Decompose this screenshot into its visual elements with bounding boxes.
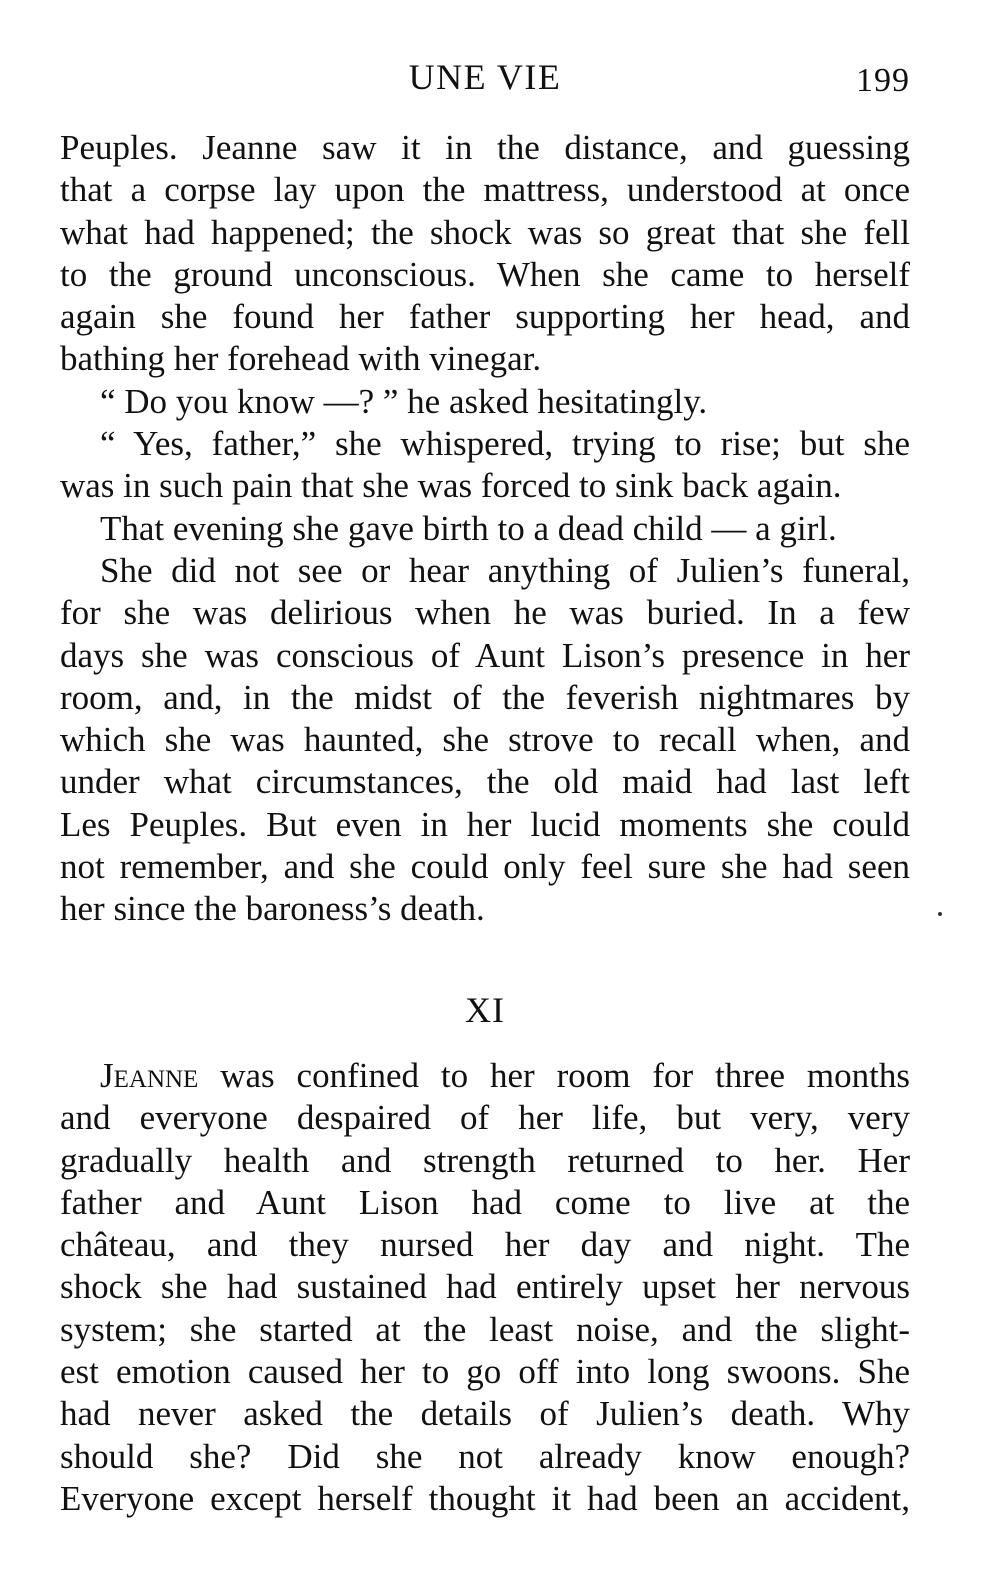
text-line: room, and, in the midst of the feverish nightmares by xyxy=(60,677,910,717)
text-line: her since the baroness’s death. xyxy=(60,889,485,929)
page-number: 199 xyxy=(856,62,910,99)
text-line: had never asked the details of Julien’s death. Why xyxy=(60,1394,910,1434)
text-line: that a corpse lay upon the mattress, understood at once xyxy=(60,170,910,210)
text-line: what had happened; the shock was so great that she fell xyxy=(60,212,910,252)
text-line: château, and they nursed her day and night. The xyxy=(60,1225,910,1265)
print-speck xyxy=(938,912,942,916)
text-line: shock she had sustained had entirely upset her nervous xyxy=(60,1267,910,1307)
text-line: which she was haunted, she strove to recall when, and xyxy=(60,720,910,760)
running-head xyxy=(60,55,910,99)
text-line: “ Do you know —? ” he asked hesitatingly. xyxy=(100,381,708,421)
text-line: Les Peuples. But even in her lucid moments she could xyxy=(60,804,910,844)
text-line: under what circumstances, the old maid had last left xyxy=(60,762,910,802)
text-line: gradually health and strength returned to her. Her xyxy=(60,1140,910,1180)
text-line: “ Yes, father,” she whispered, trying to rise; but she xyxy=(100,424,910,464)
text-line: father and Aunt Lison had come to live at the xyxy=(60,1182,910,1222)
text-line: again she found her father supporting her head, and xyxy=(60,297,910,337)
paragraph-block-2 xyxy=(60,1055,910,1520)
text-line: That evening she gave birth to a dead child — a girl. xyxy=(100,508,837,548)
paragraph-block-1 xyxy=(60,127,910,931)
text-line: to the ground unconscious. When she came to herself xyxy=(60,254,910,294)
chapter-heading: XI xyxy=(465,990,505,1030)
text-line: days she was conscious of Aunt Lison’s presence in her xyxy=(60,635,910,675)
text-line: Peuples. Jeanne saw it in the distance, and guessing xyxy=(60,128,910,167)
text-line: est emotion caused her to go off into long swoons. She xyxy=(60,1352,910,1392)
chapter-first-line-rest: was confined to her room for three months xyxy=(198,1056,910,1095)
running-title: UNE VIE xyxy=(408,57,562,97)
text-line: bathing her forehead with vinegar. xyxy=(60,339,542,379)
chapter-first-word: Jeanne xyxy=(100,1056,199,1095)
text-line: She did not see or hear anything of Julien’s funeral, xyxy=(100,550,910,590)
chapter-first-line xyxy=(60,1055,910,1097)
text-line: should she? Did she not already know enough? xyxy=(60,1436,910,1476)
text-line: for she was delirious when he was buried. In a few xyxy=(60,593,910,633)
text-line: system; she started at the least noise, and the slight- xyxy=(60,1309,910,1349)
text-line: not remember, and she could only feel sure she had seen xyxy=(60,847,910,887)
text-line: Everyone except herself thought it had been an accident, xyxy=(60,1478,910,1518)
text-line: and everyone despaired of her life, but very, very xyxy=(60,1098,910,1138)
text-line: was in such pain that she was forced to sink back again. xyxy=(60,466,842,506)
